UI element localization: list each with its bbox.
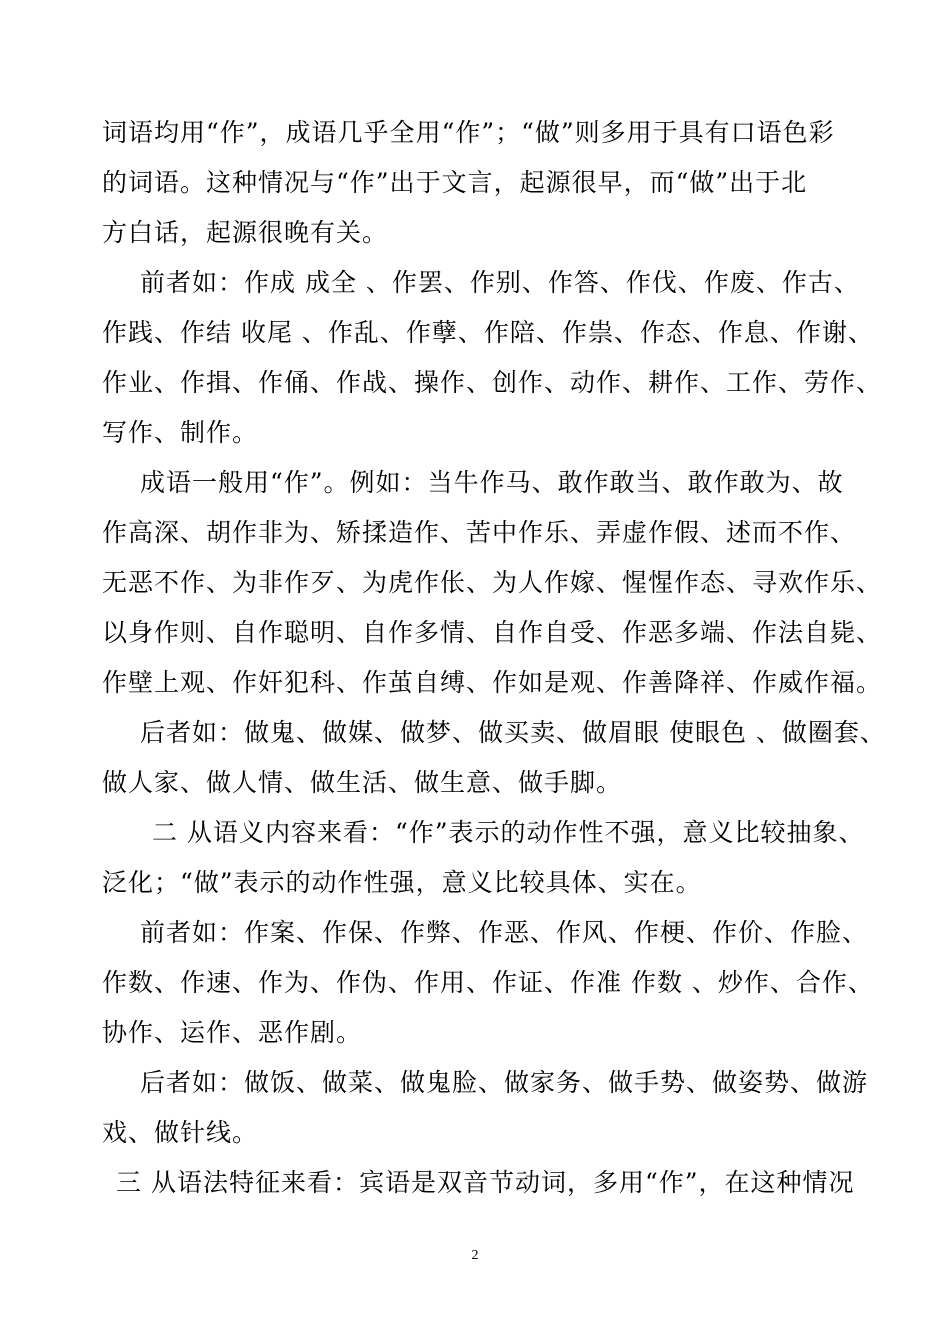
page-number: 2 [471, 1248, 479, 1263]
text-line: 作壁上观、作奸犯科、作茧自缚、作如是观、作善降祥、作威作福。 [102, 668, 883, 697]
section-heading-line: 二 从语义内容来看：“作”表示的动作性不强，意义比较抽象、 [152, 818, 865, 847]
text-line: 无恶不作、为非作歹、为虎作伥、为人作嫁、惺惺作态、寻欢作乐、 [102, 568, 883, 597]
text-line: 作高深、胡作非为、矫揉造作、苦中作乐、弄虚作假、述而不作、 [102, 518, 857, 547]
text-line: 以身作则、自作聪明、自作多情、自作自受、作恶多端、作法自毙、 [102, 618, 883, 647]
text-line: 泛化；“做”表示的动作性强，意义比较具体、实在。 [102, 868, 702, 897]
section-heading-line: 三 从语法特征来看：宾语是双音节动词，多用“作”，在这种情况 [116, 1168, 855, 1197]
text-line: 前者如：作案、作保、作弊、作恶、作风、作梗、作价、作脸、 [140, 918, 869, 947]
text-line: 词语均用“作”，成语几乎全用“作”；“做”则多用于具有口语色彩 [102, 118, 835, 147]
text-line: 写作、制作。 [102, 418, 259, 447]
text-line: 作数、作速、作为、作伪、作用、作证、作准 作数 、炒作、合作、 [102, 968, 874, 997]
text-line: 协作、运作、恶作剧。 [102, 1018, 363, 1047]
text-line: 戏、做针线。 [102, 1118, 259, 1147]
text-line: 成语一般用“作”。例如：当牛作马、敢作敢当、敢作敢为、故 [140, 468, 844, 497]
text-line: 做人家、做人情、做生活、做生意、做手脚。 [102, 768, 623, 797]
text-line: 作践、作结 收尾 、作乱、作孽、作陪、作祟、作态、作息、作谢、 [102, 318, 874, 347]
text-line: 前者如：作成 成全 、作罢、作别、作答、作伐、作废、作古、 [140, 268, 860, 297]
text-line: 后者如：做饭、做菜、做鬼脸、做家务、做手势、做姿势、做游 [140, 1068, 869, 1097]
text-line: 方白话，起源很晚有关。 [102, 218, 389, 247]
text-line: 作业、作揖、作俑、作战、操作、创作、动作、耕作、工作、劳作、 [102, 368, 883, 397]
text-line: 的词语。这种情况与“作”出于文言，起源很早，而“做”出于北 [102, 168, 808, 197]
text-line: 后者如：做鬼、做媒、做梦、做买卖、做眉眼 使眼色 、做圈套、 [140, 718, 886, 747]
